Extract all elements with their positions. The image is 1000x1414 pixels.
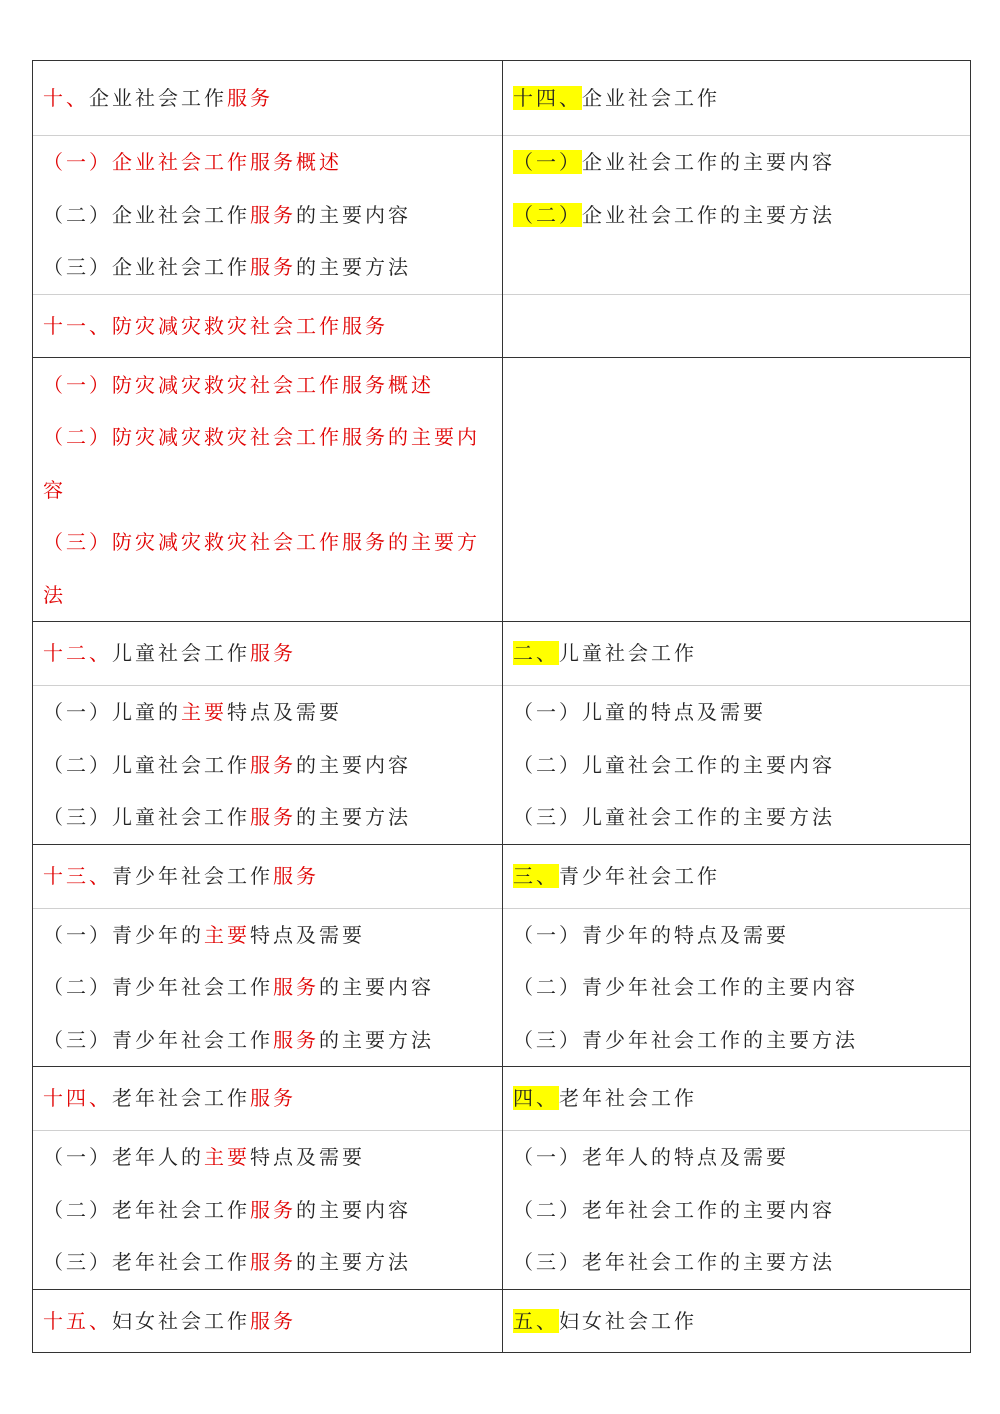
- list-item: （二）儿童社会工作服务的主要内容: [43, 752, 411, 777]
- list-item: （二）老年社会工作的主要内容: [513, 1197, 835, 1222]
- table-row: [33, 61, 971, 136]
- right-items-cell: [503, 686, 971, 845]
- left-heading-cell: [33, 294, 503, 357]
- list-item: （一）青少年的特点及需要: [513, 922, 789, 947]
- list-item: （一）儿童的特点及需要: [513, 700, 766, 724]
- table-row: [33, 844, 971, 908]
- table-row: [33, 1067, 971, 1131]
- right-items-cell: [503, 136, 971, 295]
- heading-title: 企业社会工作: [582, 86, 720, 110]
- table-row: [33, 357, 971, 622]
- list-item: （二）防灾减灾救灾社会工作服务的主要内容: [43, 425, 480, 502]
- list-item: （一）儿童的主要特点及需要: [43, 700, 342, 724]
- list-item: （三）儿童社会工作的主要方法: [513, 805, 835, 829]
- left-heading-cell: [33, 61, 503, 136]
- left-items-cell: [33, 1131, 503, 1290]
- heading-title: 十一、防灾减灾救灾社会工作服务: [43, 313, 388, 338]
- list-item: （一）青少年的主要特点及需要: [43, 922, 365, 947]
- right-heading-cell: 三、青少年社会工作: [503, 844, 971, 908]
- highlighted-number: 十四、: [513, 86, 582, 110]
- comparison-table: [32, 60, 971, 1353]
- right-heading-cell: 四、老年社会工作: [503, 1067, 971, 1131]
- highlighted-number: （一）: [513, 150, 582, 174]
- list-item: （二）企业社会工作的主要方法: [513, 202, 835, 227]
- heading-number: 十、: [43, 86, 89, 110]
- list-item: （一）防灾减灾救灾社会工作服务概述: [43, 372, 434, 397]
- left-items-cell: [33, 136, 503, 295]
- left-items-cell: [33, 357, 503, 622]
- list-item: （二）青少年社会工作的主要内容: [513, 975, 858, 999]
- list-item: （三）青少年社会工作的主要方法: [513, 1027, 858, 1052]
- table-row: [33, 136, 971, 295]
- empty-cell: [503, 357, 971, 622]
- highlighted-number: 二、: [513, 641, 559, 665]
- left-heading-cell: 十五、妇女社会工作服务: [33, 1289, 503, 1352]
- list-item: （二）企业社会工作服务的主要内容: [43, 202, 411, 227]
- left-heading-cell: 十四、老年社会工作服务: [33, 1067, 503, 1131]
- left-heading-cell: 十三、青少年社会工作服务: [33, 844, 503, 908]
- table-row: [33, 686, 971, 845]
- list-item: （三）企业社会工作服务的主要方法: [43, 255, 411, 279]
- table-row: [33, 1131, 971, 1290]
- list-item: （二）儿童社会工作的主要内容: [513, 752, 835, 777]
- table-row: [33, 1289, 971, 1352]
- highlighted-number: 四、: [513, 1086, 559, 1110]
- right-heading-cell: 五、妇女社会工作: [503, 1289, 971, 1352]
- right-heading-cell: [503, 61, 971, 136]
- list-item: （三）老年社会工作服务的主要方法: [43, 1250, 411, 1274]
- right-items-cell: [503, 1131, 971, 1290]
- right-items-cell: [503, 908, 971, 1067]
- highlighted-number: 五、: [513, 1308, 559, 1333]
- left-items-cell: [33, 908, 503, 1067]
- list-item: （三）青少年社会工作服务的主要方法: [43, 1027, 434, 1052]
- highlighted-number: 三、: [513, 863, 559, 888]
- heading-title: 企业社会工作: [89, 86, 227, 110]
- list-item: （三）老年社会工作的主要方法: [513, 1250, 835, 1274]
- list-item: （一）老年人的特点及需要: [513, 1145, 789, 1169]
- table-row: [33, 294, 971, 357]
- table-row: [33, 622, 971, 686]
- list-item: （三）防灾减灾救灾社会工作服务的主要方法: [43, 530, 480, 607]
- left-heading-cell: 十二、儿童社会工作服务: [33, 622, 503, 686]
- empty-cell: [503, 294, 971, 357]
- list-item: （二）青少年社会工作服务的主要内容: [43, 975, 434, 999]
- list-item: （一）企业社会工作的主要内容: [513, 150, 835, 174]
- list-item: （一）老年人的主要特点及需要: [43, 1145, 365, 1169]
- right-heading-cell: 二、儿童社会工作: [503, 622, 971, 686]
- list-item: （一）企业社会工作服务概述: [43, 150, 342, 174]
- heading-service-word: 服务: [227, 86, 273, 110]
- list-item: （三）儿童社会工作服务的主要方法: [43, 805, 411, 829]
- highlighted-number: （二）: [513, 202, 582, 227]
- table-row: [33, 908, 971, 1067]
- left-items-cell: [33, 686, 503, 845]
- list-item: （二）老年社会工作服务的主要内容: [43, 1197, 411, 1222]
